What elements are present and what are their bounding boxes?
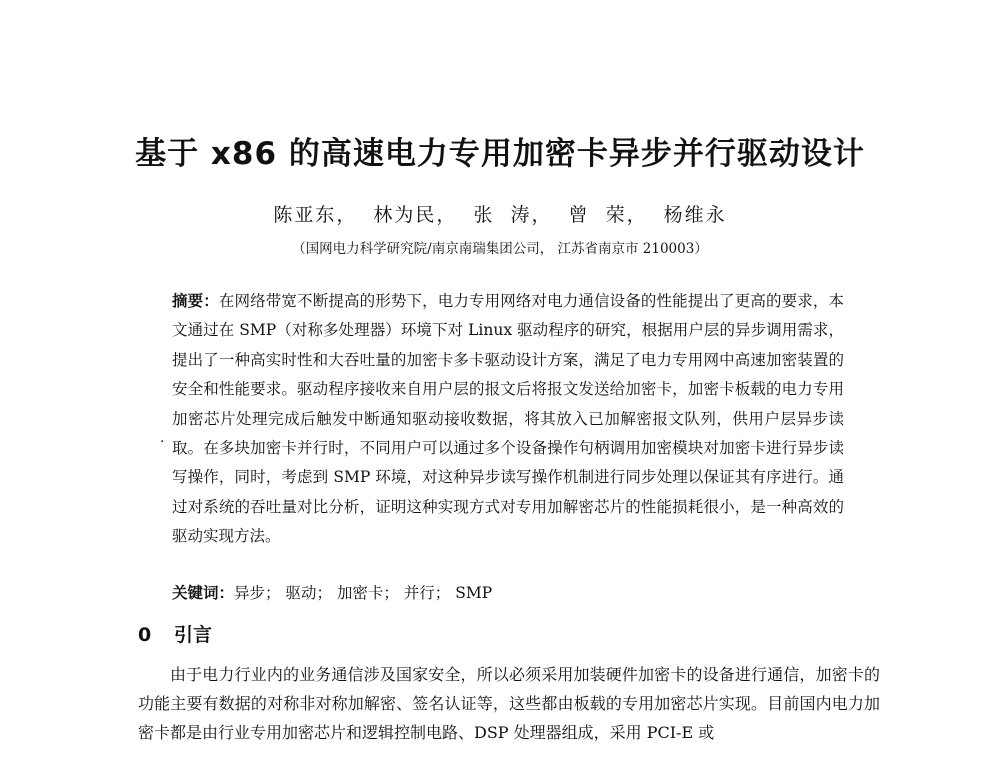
section-number: 0 — [138, 624, 152, 646]
section-heading — [138, 620, 212, 647]
keywords-text: 异步； 驱动； 加密卡； 并行； SMP — [234, 584, 493, 602]
keywords-label: 关键词： — [172, 583, 235, 602]
margin-mark: · — [160, 434, 165, 450]
author-list: 陈亚东， 林为民， 张 涛， 曾 荣， 杨维永 — [273, 204, 727, 226]
intro-paragraph: 由于电力行业内的业务通信涉及国家安全，所以必须采用加装硬件加密卡的设备进行通信，加密卡的功能主要有数据的对称非对称加解密、签名认证等，这些都由板载的专用加密芯片实现。目前国内电力加密卡都是由行业专用加密芯片和逻辑控制电路、DSP 处理器组成，采用 PCI-E 或 — [138, 665, 880, 742]
section-title: 引言 — [174, 624, 213, 646]
abstract-label: 摘要： — [172, 291, 219, 310]
affiliation: （国网电力科学研究院/南京南瑞集团公司， 江苏省南京市 210003） — [292, 241, 708, 257]
paper-title: 基于 x86 的高速电力专用加密卡异步并行驱动设计 — [135, 136, 865, 172]
abstract-text: 在网络带宽不断提高的形势下，电力专用网络对电力通信设备的性能提出了更高的要求，本文通过在 SMP（对称多处理器）环境下对 Linux 驱动程序的研究，根据用户层的异步调用需求，提出了一种高实时性和大吞吐量的加密卡多卡驱动设计方案，满足了电力专用网中高速加密装置的安全和性能要求。驱动程序接收来自用户层的报文后将报文发送给加密卡，加密卡板载的电力专用加密芯片处理完成后触发中断通知驱动接收数据，将其放入已加解密报文队列，供用户层异步读取。在多块加密卡并行时，不同用户可以通过多个设备操作句柄调用加密模块对加密卡进行异步读写操作，同时，考虑到 SMP 环境，对这种异步读写操作机制进行同步处理以保证其有序进行。通过对系统的吞吐量对比分析，证明这种实现方式对专用加解密芯片的性能损耗很小，是一种高效的驱动实现方法。 — [172, 292, 844, 546]
keywords — [172, 578, 844, 608]
abstract — [172, 286, 844, 552]
